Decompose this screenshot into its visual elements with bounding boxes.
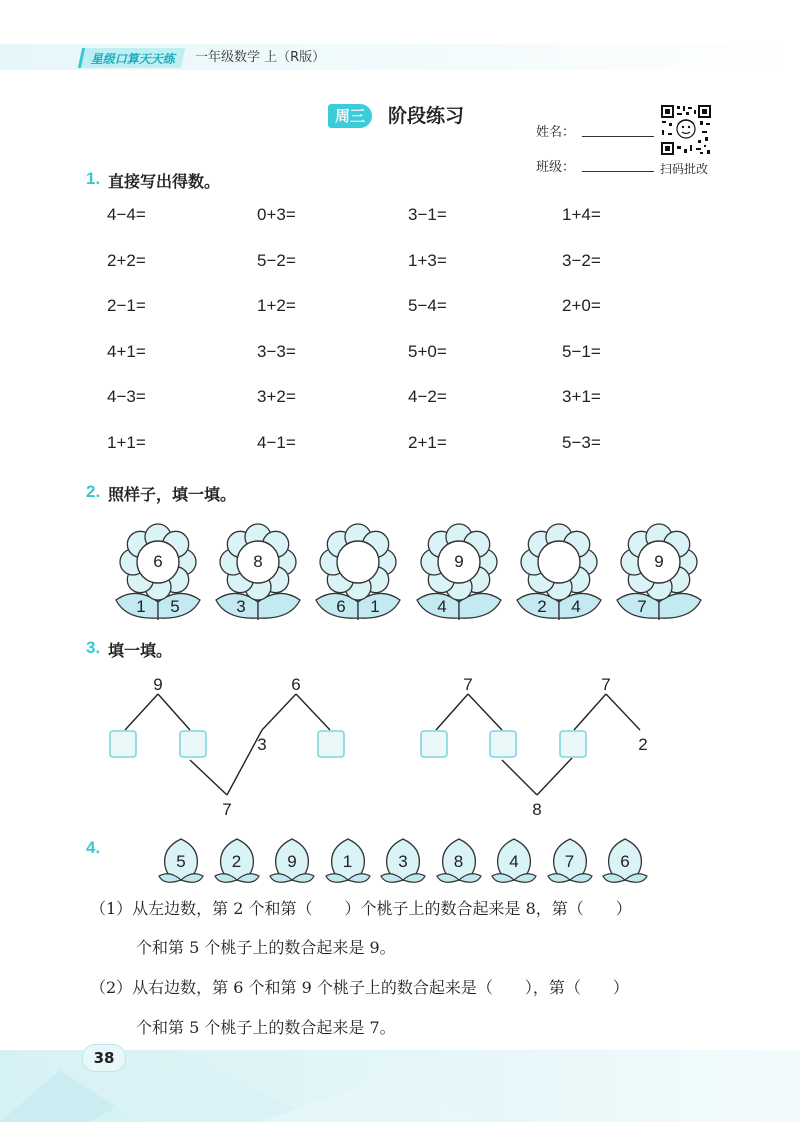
section1-number: 1. bbox=[86, 169, 101, 188]
equation-item: 2+1= bbox=[408, 432, 447, 452]
diagram-number: 9 bbox=[153, 675, 163, 694]
page-number: 38 bbox=[82, 1044, 126, 1072]
peach-number: 3 bbox=[398, 852, 408, 871]
equation-item: 4−3= bbox=[107, 387, 146, 406]
equation-item: 3−1= bbox=[408, 205, 447, 224]
class-label: 班级： bbox=[536, 160, 576, 175]
class-field[interactable] bbox=[582, 157, 654, 172]
leaf-left-number: 6 bbox=[336, 597, 346, 616]
brand-tag bbox=[78, 48, 185, 68]
peach-number: 4 bbox=[509, 852, 519, 871]
answer-box[interactable] bbox=[490, 731, 516, 757]
section3-title: 填一填。 bbox=[108, 641, 173, 660]
leaf-right-number: 5 bbox=[170, 597, 180, 616]
equation-item: 5−3= bbox=[562, 432, 601, 452]
question-4-1-line1: （1）从左边数，第 2 个和第（ ）个桃子上的数合起来是 8，第（ ） bbox=[90, 899, 632, 918]
answer-box[interactable] bbox=[180, 731, 206, 757]
peach-number: 6 bbox=[620, 852, 630, 871]
qr-code-icon[interactable] bbox=[660, 104, 712, 156]
question-4-2-line1: （2）从右边数，第 6 个和第 9 个桃子上的数合起来是（ ），第（ ） bbox=[90, 978, 629, 997]
section3-number: 3. bbox=[86, 638, 101, 657]
name-label: 姓名： bbox=[536, 125, 576, 140]
peach-number: 9 bbox=[287, 852, 297, 871]
peach-number: 1 bbox=[342, 852, 353, 871]
equation-item: 1+2= bbox=[257, 296, 296, 315]
section1-title: 直接写出得数。 bbox=[108, 172, 221, 191]
leaf-left-number: 7 bbox=[637, 597, 647, 616]
diagram-number: 3 bbox=[257, 735, 267, 754]
leaf-left-number: 1 bbox=[136, 597, 146, 616]
equation-item: 3+2= bbox=[257, 387, 296, 406]
diagram-number: 7 bbox=[463, 675, 473, 694]
equation-item: 2−1= bbox=[107, 296, 146, 315]
leaf-left-number: 2 bbox=[537, 597, 547, 616]
flower-center-number: 6 bbox=[153, 552, 163, 571]
equation-item: 4−4= bbox=[107, 205, 146, 224]
equation-item: 5−1= bbox=[562, 341, 601, 361]
answer-box[interactable] bbox=[110, 731, 136, 757]
peach-number: 7 bbox=[564, 852, 575, 871]
question-4-1-line2: 个和第 5 个桃子上的数合起来是 9。 bbox=[136, 938, 396, 957]
equation-item: 4−1= bbox=[257, 432, 296, 452]
equation-item: 5+0= bbox=[408, 341, 447, 361]
brand-label: 星级口算天天练 bbox=[90, 52, 175, 66]
equation-item: 4+1= bbox=[107, 341, 146, 361]
equation-item: 5−4= bbox=[408, 296, 447, 315]
diagram-number: 2 bbox=[638, 735, 648, 754]
number-decomposition-diagram bbox=[0, 670, 800, 820]
leaf-right-number: 1 bbox=[370, 597, 380, 616]
day-badge: 周三 bbox=[328, 104, 372, 128]
equation-item: 4−2= bbox=[408, 387, 447, 406]
equation-item: 3−3= bbox=[257, 341, 296, 361]
diagram-number: 7 bbox=[601, 675, 611, 694]
equation-item: 1+1= bbox=[107, 432, 146, 452]
peach-number: 8 bbox=[453, 852, 464, 871]
flower bbox=[308, 520, 408, 620]
equation-item: 3+1= bbox=[562, 387, 601, 406]
peach-number: 5 bbox=[176, 852, 186, 871]
page-title: 阶段练习 bbox=[388, 105, 465, 127]
leaf-left-number: 4 bbox=[437, 597, 447, 616]
name-field[interactable] bbox=[582, 122, 654, 137]
flower bbox=[509, 520, 609, 620]
qr-caption: 扫码批改 bbox=[660, 162, 709, 176]
leaf-right-number: 4 bbox=[571, 597, 581, 616]
flower-center-number: 9 bbox=[654, 552, 664, 571]
equation-item: 0+3= bbox=[257, 205, 296, 224]
equation-item: 1+3= bbox=[408, 250, 447, 270]
flower-center-number: 9 bbox=[454, 552, 464, 571]
question-4-2-line2: 个和第 5 个桃子上的数合起来是 7。 bbox=[136, 1018, 396, 1037]
diagram-number: 8 bbox=[532, 800, 542, 819]
flower-center-number: 8 bbox=[253, 552, 263, 571]
peach-number: 2 bbox=[231, 852, 242, 871]
leaf-left-number: 3 bbox=[236, 597, 246, 616]
equation-item: 1+4= bbox=[562, 205, 601, 224]
equation-item: 2+2= bbox=[107, 250, 146, 270]
book-title: 一年级数学 上（R版） bbox=[195, 50, 326, 65]
answer-box[interactable] bbox=[560, 731, 586, 757]
equation-item: 5−2= bbox=[257, 250, 296, 270]
section2-number: 2. bbox=[86, 482, 101, 501]
answer-box[interactable] bbox=[421, 731, 447, 757]
section4-number: 4. bbox=[86, 838, 101, 857]
diagram-number: 7 bbox=[222, 800, 232, 819]
section2-title: 照样子，填一填。 bbox=[108, 485, 237, 504]
diagram-number: 6 bbox=[291, 675, 301, 694]
equation-item: 2+0= bbox=[562, 296, 601, 315]
answer-box[interactable] bbox=[318, 731, 344, 757]
equation-item: 3−2= bbox=[562, 250, 601, 270]
